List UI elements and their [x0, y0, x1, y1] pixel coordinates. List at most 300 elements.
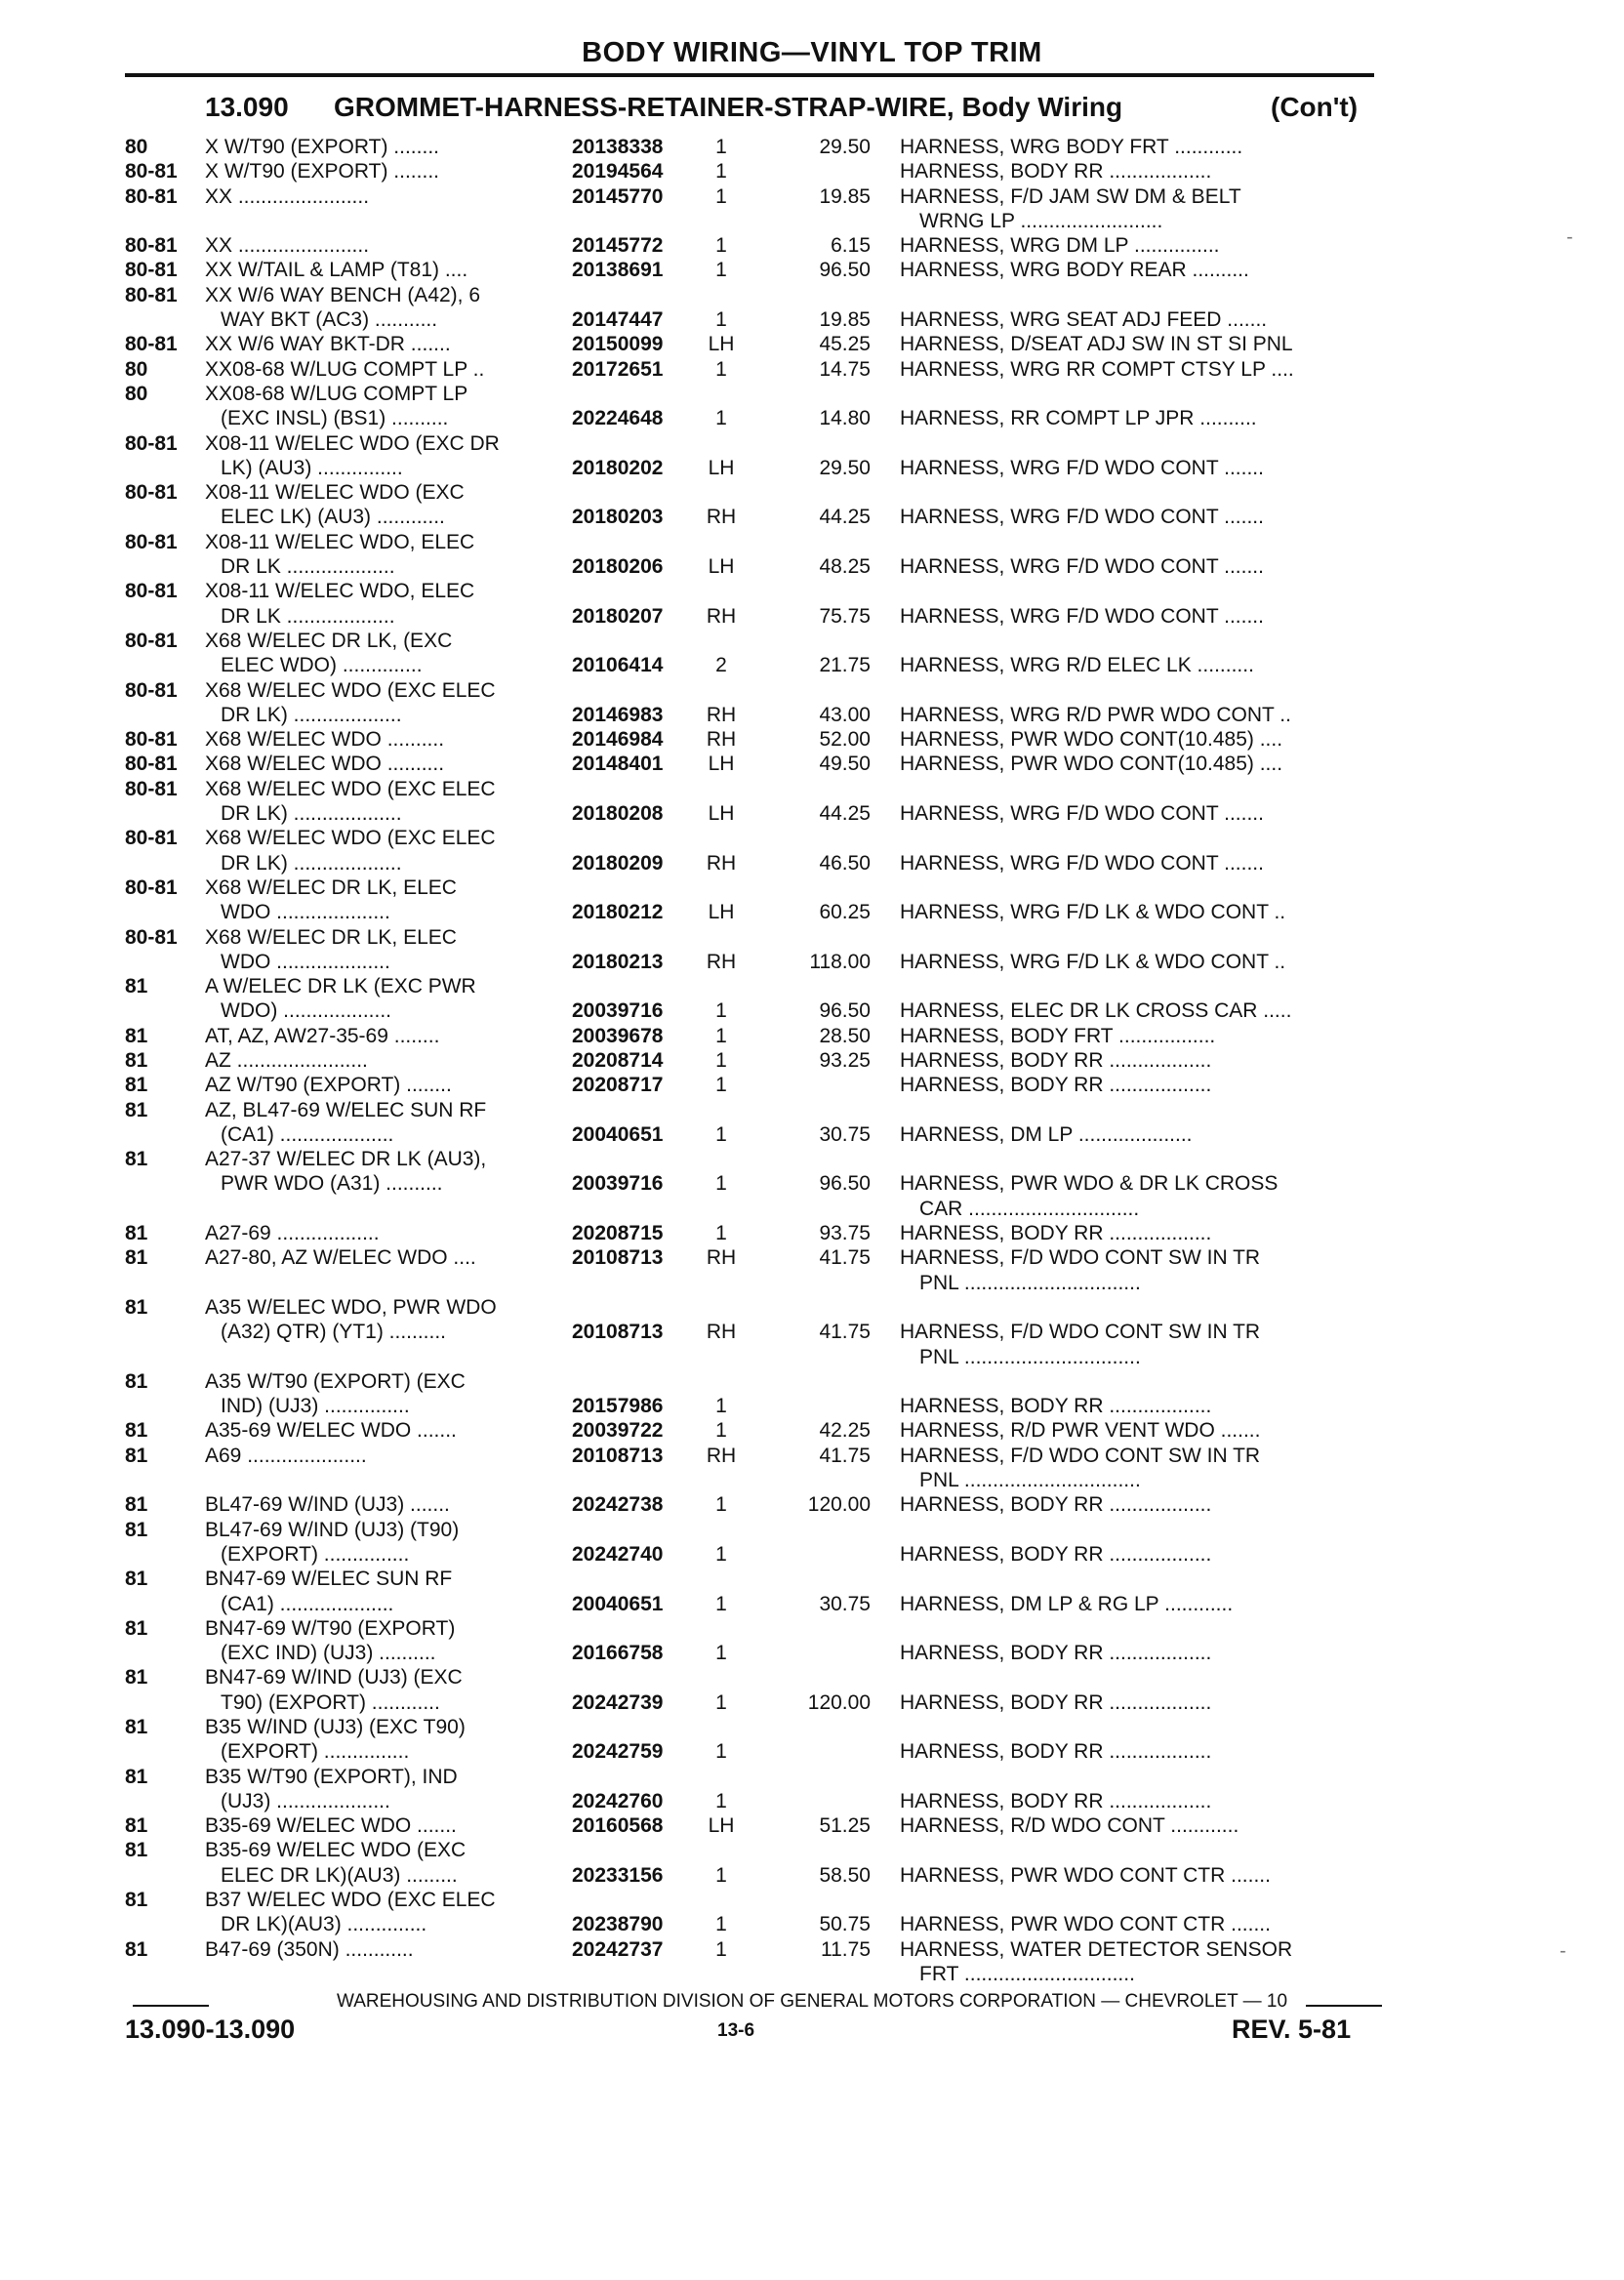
- part-name: HARNESS, BODY RR ..................: [900, 1493, 1212, 1517]
- part-number: 20242738: [572, 1493, 664, 1517]
- application-description: WAY BKT (AC3) ...........: [221, 308, 438, 332]
- model-year: 81: [125, 1246, 148, 1270]
- part-number: 20180207: [572, 604, 664, 628]
- application-description: DR LK ...................: [221, 555, 395, 579]
- quantity: RH: [706, 1321, 737, 1344]
- quantity: 1: [715, 407, 727, 430]
- table-row: [0, 1098, 1624, 1122]
- part-number: 20039716: [572, 999, 664, 1023]
- table-row: [0, 703, 1624, 727]
- model-year: 80-81: [125, 481, 178, 505]
- part-number: 20108713: [572, 1444, 664, 1467]
- list-price: 93.75: [819, 1222, 871, 1245]
- application-description: XX W/TAIL & LAMP (T81) ....: [205, 259, 468, 282]
- table-row: [0, 1369, 1624, 1394]
- table-row: [0, 209, 1624, 233]
- model-year: 80-81: [125, 160, 178, 183]
- part-number: 20146983: [572, 703, 664, 726]
- application-description: A35-69 W/ELEC WDO .......: [205, 1419, 457, 1443]
- part-name: CAR ..............................: [919, 1197, 1140, 1220]
- application-description: BN47-69 W/T90 (EXPORT): [205, 1616, 456, 1640]
- quantity: LH: [708, 802, 735, 826]
- table-row: [0, 1690, 1624, 1715]
- list-price: 44.25: [819, 506, 871, 529]
- part-name: HARNESS, DM LP ....................: [900, 1122, 1193, 1146]
- application-description: X W/T90 (EXPORT) ........: [205, 160, 439, 183]
- part-name: PNL ...............................: [919, 1345, 1141, 1368]
- part-number: 20145770: [572, 184, 664, 208]
- table-row: [0, 1271, 1624, 1295]
- application-description: X68 W/ELEC WDO (EXC ELEC: [205, 827, 496, 850]
- part-name: HARNESS, WRG SEAT ADJ FEED .......: [900, 308, 1268, 332]
- model-year: 81: [125, 1295, 148, 1319]
- part-number: 20138691: [572, 259, 664, 282]
- table-row: [0, 851, 1624, 875]
- part-name: HARNESS, BODY RR ..................: [900, 1222, 1212, 1245]
- part-number: 20208717: [572, 1074, 664, 1097]
- quantity: 1: [715, 1642, 727, 1665]
- table-row: [0, 777, 1624, 801]
- section-heading: [205, 92, 1376, 123]
- model-year: 81: [125, 1048, 148, 1072]
- list-price: 93.25: [819, 1048, 871, 1072]
- part-number: 20166758: [572, 1642, 664, 1665]
- part-number: 20148401: [572, 753, 664, 776]
- application-description: X68 W/ELEC WDO ..........: [205, 753, 445, 776]
- part-name: HARNESS, BODY RR ..................: [900, 1642, 1212, 1665]
- continued-label: (Con't): [1271, 92, 1359, 122]
- part-name: HARNESS, DM LP & RG LP ............: [900, 1592, 1234, 1615]
- application-description: DR LK) ...................: [221, 851, 402, 875]
- model-year: 81: [125, 1937, 148, 1961]
- table-row: [0, 1888, 1624, 1912]
- application-description: X68 W/ELEC WDO (EXC ELEC: [205, 777, 496, 800]
- part-name: HARNESS, WRG R/D ELEC LK ..........: [900, 654, 1254, 677]
- application-description: XX08-68 W/LUG COMPT LP ..: [205, 357, 485, 381]
- quantity: 1: [715, 234, 727, 258]
- quantity: 1: [715, 357, 727, 381]
- model-year: 81: [125, 1839, 148, 1862]
- table-row: [0, 1739, 1624, 1764]
- application-description: X08-11 W/ELEC WDO (EXC: [205, 481, 465, 505]
- part-number: 20242739: [572, 1690, 664, 1714]
- table-row: [0, 1468, 1624, 1492]
- application-description: B35 W/T90 (EXPORT), IND: [205, 1765, 458, 1788]
- model-year: 80: [125, 357, 148, 381]
- application-description: X68 W/ELEC WDO (EXC ELEC: [205, 678, 496, 702]
- model-year: 81: [125, 1765, 148, 1788]
- quantity: RH: [706, 950, 737, 973]
- quantity: 1: [715, 1937, 727, 1961]
- table-row: [0, 1838, 1624, 1862]
- table-row: [0, 900, 1624, 924]
- quantity: 1: [715, 308, 727, 332]
- part-name: HARNESS, F/D JAM SW DM & BELT: [900, 184, 1241, 208]
- table-row: [0, 1345, 1624, 1369]
- part-number: 20147447: [572, 308, 664, 332]
- table-row: [0, 950, 1624, 974]
- part-number: 20180213: [572, 950, 664, 973]
- table-row: [0, 629, 1624, 653]
- part-name: HARNESS, BODY RR ..................: [900, 1789, 1212, 1812]
- table-row: [0, 1295, 1624, 1320]
- table-row: [0, 1418, 1624, 1443]
- list-price: 41.75: [819, 1321, 871, 1344]
- application-description: X08-11 W/ELEC WDO (EXC DR: [205, 431, 500, 455]
- application-description: B35-69 W/ELEC WDO (EXC: [205, 1839, 467, 1862]
- quantity: 1: [715, 1395, 727, 1418]
- part-number: 20194564: [572, 160, 664, 183]
- table-row: [0, 1147, 1624, 1171]
- application-description: XX .......................: [205, 234, 370, 258]
- table-row: [0, 1715, 1624, 1739]
- application-description: WDO ....................: [221, 901, 390, 924]
- part-number: 20138338: [572, 136, 664, 158]
- table-row: [0, 1863, 1624, 1888]
- table-row: [0, 1048, 1624, 1073]
- part-name: HARNESS, F/D WDO CONT SW IN TR: [900, 1444, 1261, 1467]
- part-name: HARNESS, BODY RR ..................: [900, 1740, 1212, 1764]
- application-description: X08-11 W/ELEC WDO, ELEC: [205, 530, 475, 553]
- list-price: 96.50: [819, 259, 871, 282]
- quantity: 1: [715, 1122, 727, 1146]
- table-row: [0, 1245, 1624, 1270]
- table-row: [0, 258, 1624, 282]
- model-year: 81: [125, 1444, 148, 1467]
- page-title: BODY WIRING—VINYL TOP TRIM: [582, 37, 1042, 68]
- part-number: 20242737: [572, 1937, 664, 1961]
- application-description: X W/T90 (EXPORT) ........: [205, 136, 439, 158]
- application-description: ELEC LK) (AU3) ............: [221, 506, 445, 529]
- model-year: 80-81: [125, 530, 178, 553]
- part-name: HARNESS, PWR WDO CONT(10.485) ....: [900, 728, 1283, 752]
- part-name: HARNESS, WRG F/D WDO CONT .......: [900, 506, 1264, 529]
- table-row: [0, 530, 1624, 554]
- application-description: (UJ3) ....................: [221, 1789, 390, 1812]
- application-description: WDO ....................: [221, 950, 390, 973]
- margin-mark: -: [1560, 1940, 1566, 1962]
- list-price: 50.75: [819, 1913, 871, 1936]
- application-description: (A32) QTR) (YT1) ..........: [221, 1321, 447, 1344]
- table-row: [0, 1765, 1624, 1789]
- table-row: [0, 1221, 1624, 1245]
- model-year: 80-81: [125, 333, 178, 356]
- part-name: HARNESS, D/SEAT ADJ SW IN ST SI PNL: [900, 333, 1293, 356]
- quantity: 1: [715, 1074, 727, 1097]
- part-name: HARNESS, WRG DM LP ...............: [900, 234, 1220, 258]
- list-price: 19.85: [819, 184, 871, 208]
- part-number: 20106414: [572, 654, 664, 677]
- footer-page-number: 13-6: [717, 2020, 755, 2041]
- list-price: 45.25: [819, 333, 871, 356]
- quantity: 1: [715, 1172, 727, 1196]
- list-price: 118.00: [809, 950, 871, 973]
- table-row: [0, 1197, 1624, 1221]
- quantity: RH: [706, 1246, 737, 1270]
- part-number: 20108713: [572, 1246, 664, 1270]
- model-year: 80-81: [125, 234, 178, 258]
- table-row: [0, 925, 1624, 950]
- quantity: LH: [708, 333, 735, 356]
- list-price: 60.25: [819, 901, 871, 924]
- quantity: 1: [715, 1592, 727, 1615]
- application-description: AZ, BL47-69 W/ELEC SUN RF: [205, 1098, 487, 1121]
- application-description: AZ W/T90 (EXPORT) ........: [205, 1074, 452, 1097]
- part-number: 20180202: [572, 456, 664, 479]
- list-price: 120.00: [807, 1690, 871, 1714]
- model-year: 81: [125, 1222, 148, 1245]
- application-description: B37 W/ELEC WDO (EXC ELEC: [205, 1889, 496, 1912]
- quantity: LH: [708, 1814, 735, 1838]
- application-description: DR LK) ...................: [221, 802, 402, 826]
- application-description: (EXC INSL) (BS1) ..........: [221, 407, 449, 430]
- table-row: [0, 801, 1624, 826]
- table-row: [0, 357, 1624, 382]
- application-description: LK) (AU3) ...............: [221, 456, 403, 479]
- table-row: [0, 1937, 1624, 1962]
- model-year: 80-81: [125, 629, 178, 652]
- quantity: 1: [715, 1690, 727, 1714]
- quantity: 1: [715, 999, 727, 1023]
- part-number: 20238790: [572, 1913, 664, 1936]
- quantity: LH: [708, 753, 735, 776]
- table-row: [0, 1024, 1624, 1048]
- part-name: HARNESS, R/D WDO CONT ............: [900, 1814, 1239, 1838]
- model-year: 80-81: [125, 777, 178, 800]
- table-row: [0, 1394, 1624, 1418]
- part-name: PNL ...............................: [919, 1271, 1141, 1294]
- table-row: [0, 184, 1624, 209]
- quantity: LH: [708, 555, 735, 579]
- model-year: 80-81: [125, 431, 178, 455]
- table-row: [0, 431, 1624, 456]
- table-row: [0, 456, 1624, 480]
- table-row: [0, 554, 1624, 579]
- model-year: 80-81: [125, 184, 178, 208]
- quantity: RH: [706, 728, 737, 752]
- table-row: [0, 1641, 1624, 1665]
- application-description: A27-80, AZ W/ELEC WDO ....: [205, 1246, 476, 1270]
- part-name: HARNESS, BODY RR ..................: [900, 1395, 1212, 1418]
- part-number: 20108713: [572, 1321, 664, 1344]
- part-name: HARNESS, WRG RR COMPT CTSY LP ....: [900, 357, 1294, 381]
- part-number: 20242759: [572, 1740, 664, 1764]
- model-year: 81: [125, 1666, 148, 1690]
- list-price: 21.75: [819, 654, 871, 677]
- quantity: RH: [706, 1444, 737, 1467]
- table-row: [0, 332, 1624, 356]
- model-year: 80-81: [125, 925, 178, 949]
- table-row: [0, 1542, 1624, 1567]
- table-row: [0, 1912, 1624, 1936]
- list-price: 51.25: [819, 1814, 871, 1838]
- table-row: [0, 135, 1624, 159]
- part-number: 20180206: [572, 555, 664, 579]
- table-row: [0, 974, 1624, 998]
- application-description: B35-69 W/ELEC WDO .......: [205, 1814, 457, 1838]
- part-name: HARNESS, WRG F/D WDO CONT .......: [900, 802, 1264, 826]
- model-year: 81: [125, 1518, 148, 1541]
- part-name: HARNESS, WRG F/D LK & WDO CONT ..: [900, 950, 1286, 973]
- quantity: 1: [715, 184, 727, 208]
- part-number: 20172651: [572, 357, 664, 381]
- application-description: A35 W/T90 (EXPORT) (EXC: [205, 1369, 466, 1393]
- model-year: 81: [125, 1369, 148, 1393]
- list-price: 29.50: [819, 136, 871, 158]
- table-row: [0, 382, 1624, 406]
- quantity: 1: [715, 1048, 727, 1072]
- table-row: [0, 678, 1624, 703]
- list-price: 96.50: [819, 999, 871, 1023]
- quantity: 1: [715, 259, 727, 282]
- list-price: 46.50: [819, 851, 871, 875]
- part-name: HARNESS, WRG F/D WDO CONT .......: [900, 555, 1264, 579]
- part-name: HARNESS, BODY RR ..................: [900, 1074, 1212, 1097]
- table-row: [0, 875, 1624, 900]
- part-number: 20040651: [572, 1592, 664, 1615]
- quantity: 1: [715, 1542, 727, 1566]
- list-price: 6.15: [831, 234, 871, 258]
- application-description: BL47-69 W/IND (UJ3) .......: [205, 1493, 450, 1517]
- header-rule: [125, 73, 1374, 77]
- quantity: 1: [715, 1493, 727, 1517]
- footer-group-range: 13.090-13.090: [125, 2015, 296, 2044]
- part-name: HARNESS, PWR WDO CONT(10.485) ....: [900, 753, 1283, 776]
- model-year: 81: [125, 1616, 148, 1640]
- part-name: WRNG LP .........................: [919, 209, 1163, 232]
- footer-rule-right: [1306, 2005, 1382, 2007]
- quantity: 1: [715, 1863, 727, 1887]
- application-description: BL47-69 W/IND (UJ3) (T90): [205, 1518, 460, 1541]
- model-year: 80-81: [125, 283, 178, 306]
- quantity: 1: [715, 160, 727, 183]
- table-row: [0, 480, 1624, 505]
- application-description: DR LK) ...................: [221, 703, 402, 726]
- application-description: A35 W/ELEC WDO, PWR WDO: [205, 1295, 497, 1319]
- part-name: HARNESS, F/D WDO CONT SW IN TR: [900, 1246, 1261, 1270]
- quantity: 1: [715, 1222, 727, 1245]
- part-name: HARNESS, BODY FRT .................: [900, 1024, 1216, 1047]
- part-number: 20180203: [572, 506, 664, 529]
- table-row: [0, 1518, 1624, 1542]
- part-name: FRT ..............................: [919, 1962, 1135, 1985]
- application-description: AZ .......................: [205, 1048, 368, 1072]
- model-year: 80-81: [125, 728, 178, 752]
- part-name: HARNESS, BODY RR ..................: [900, 1048, 1212, 1072]
- table-row: [0, 1073, 1624, 1097]
- part-name: HARNESS, WRG F/D WDO CONT .......: [900, 604, 1264, 628]
- table-row: [0, 1665, 1624, 1690]
- part-name: HARNESS, PWR WDO & DR LK CROSS: [900, 1172, 1279, 1196]
- part-number: 20180209: [572, 851, 664, 875]
- table-row: [0, 1122, 1624, 1147]
- list-price: 19.85: [819, 308, 871, 332]
- part-number: 20208714: [572, 1048, 664, 1072]
- model-year: 80-81: [125, 753, 178, 776]
- list-price: 28.50: [819, 1024, 871, 1047]
- list-price: 41.75: [819, 1246, 871, 1270]
- model-year: 81: [125, 1889, 148, 1912]
- part-name: HARNESS, BODY RR ..................: [900, 1690, 1212, 1714]
- model-year: 81: [125, 1148, 148, 1171]
- table-row: [0, 1444, 1624, 1468]
- application-description: BN47-69 W/IND (UJ3) (EXC: [205, 1666, 463, 1690]
- model-year: 81: [125, 1098, 148, 1121]
- application-description: ELEC WDO) ..............: [221, 654, 423, 677]
- section-title: GROMMET-HARNESS-RETAINER-STRAP-WIRE, Body Wiring: [334, 92, 1123, 122]
- list-price: 30.75: [819, 1122, 871, 1146]
- application-description: (EXC IND) (UJ3) ..........: [221, 1642, 436, 1665]
- part-name: HARNESS, R/D PWR VENT WDO .......: [900, 1419, 1261, 1443]
- table-row: [0, 406, 1624, 430]
- application-description: A27-69 ..................: [205, 1222, 380, 1245]
- part-name: HARNESS, BODY RR ..................: [900, 160, 1212, 183]
- application-description: XX W/6 WAY BENCH (A42), 6: [205, 283, 481, 306]
- application-description: AT, AZ, AW27-35-69 ........: [205, 1024, 440, 1047]
- part-name: HARNESS, WRG F/D LK & WDO CONT ..: [900, 901, 1286, 924]
- table-row: [0, 826, 1624, 850]
- model-year: 80-81: [125, 827, 178, 850]
- table-row: [0, 1962, 1624, 1986]
- part-name: HARNESS, WRG F/D WDO CONT .......: [900, 851, 1264, 875]
- part-name: HARNESS, PWR WDO CONT CTR .......: [900, 1863, 1271, 1887]
- part-name: HARNESS, WRG R/D PWR WDO CONT ..: [900, 703, 1291, 726]
- list-price: 52.00: [819, 728, 871, 752]
- table-row: [0, 1813, 1624, 1838]
- part-number: 20224648: [572, 407, 664, 430]
- table-row: [0, 752, 1624, 776]
- model-year: 81: [125, 1493, 148, 1517]
- model-year: 81: [125, 1568, 148, 1591]
- part-name: HARNESS, WRG F/D WDO CONT .......: [900, 456, 1264, 479]
- application-description: X68 W/ELEC WDO ..........: [205, 728, 445, 752]
- margin-mark: -: [1566, 226, 1573, 248]
- table-row: [0, 579, 1624, 603]
- application-description: DR LK)(AU3) ..............: [221, 1913, 427, 1936]
- application-description: (EXPORT) ...............: [221, 1542, 410, 1566]
- application-description: (EXPORT) ...............: [221, 1740, 410, 1764]
- application-description: B47-69 (350N) ............: [205, 1937, 414, 1961]
- application-description: X68 W/ELEC DR LK, ELEC: [205, 875, 457, 899]
- list-price: 42.25: [819, 1419, 871, 1443]
- quantity: RH: [706, 851, 737, 875]
- table-row: [0, 1171, 1624, 1196]
- quantity: 1: [715, 1789, 727, 1812]
- table-row: [0, 1616, 1624, 1641]
- footer-revision: REV. 5-81: [1232, 2015, 1352, 2044]
- application-description: X68 W/ELEC DR LK, ELEC: [205, 925, 457, 949]
- quantity: RH: [706, 604, 737, 628]
- application-description: X68 W/ELEC DR LK, (EXC: [205, 629, 453, 652]
- part-name: HARNESS, PWR WDO CONT CTR .......: [900, 1913, 1271, 1936]
- list-price: 29.50: [819, 456, 871, 479]
- quantity: RH: [706, 506, 737, 529]
- part-name: HARNESS, WATER DETECTOR SENSOR: [900, 1937, 1293, 1961]
- list-price: 44.25: [819, 802, 871, 826]
- model-year: 80-81: [125, 259, 178, 282]
- part-name: HARNESS, BODY RR ..................: [900, 1542, 1212, 1566]
- list-price: 14.80: [819, 407, 871, 430]
- part-name: HARNESS, WRG BODY REAR ..........: [900, 259, 1249, 282]
- table-row: [0, 159, 1624, 183]
- quantity: RH: [706, 703, 737, 726]
- list-price: 49.50: [819, 753, 871, 776]
- application-description: A27-37 W/ELEC DR LK (AU3),: [205, 1148, 487, 1171]
- part-name: HARNESS, ELEC DR LK CROSS CAR .....: [900, 999, 1292, 1023]
- part-number: 20233156: [572, 1863, 664, 1887]
- list-price: 58.50: [819, 1863, 871, 1887]
- model-year: 80: [125, 136, 148, 158]
